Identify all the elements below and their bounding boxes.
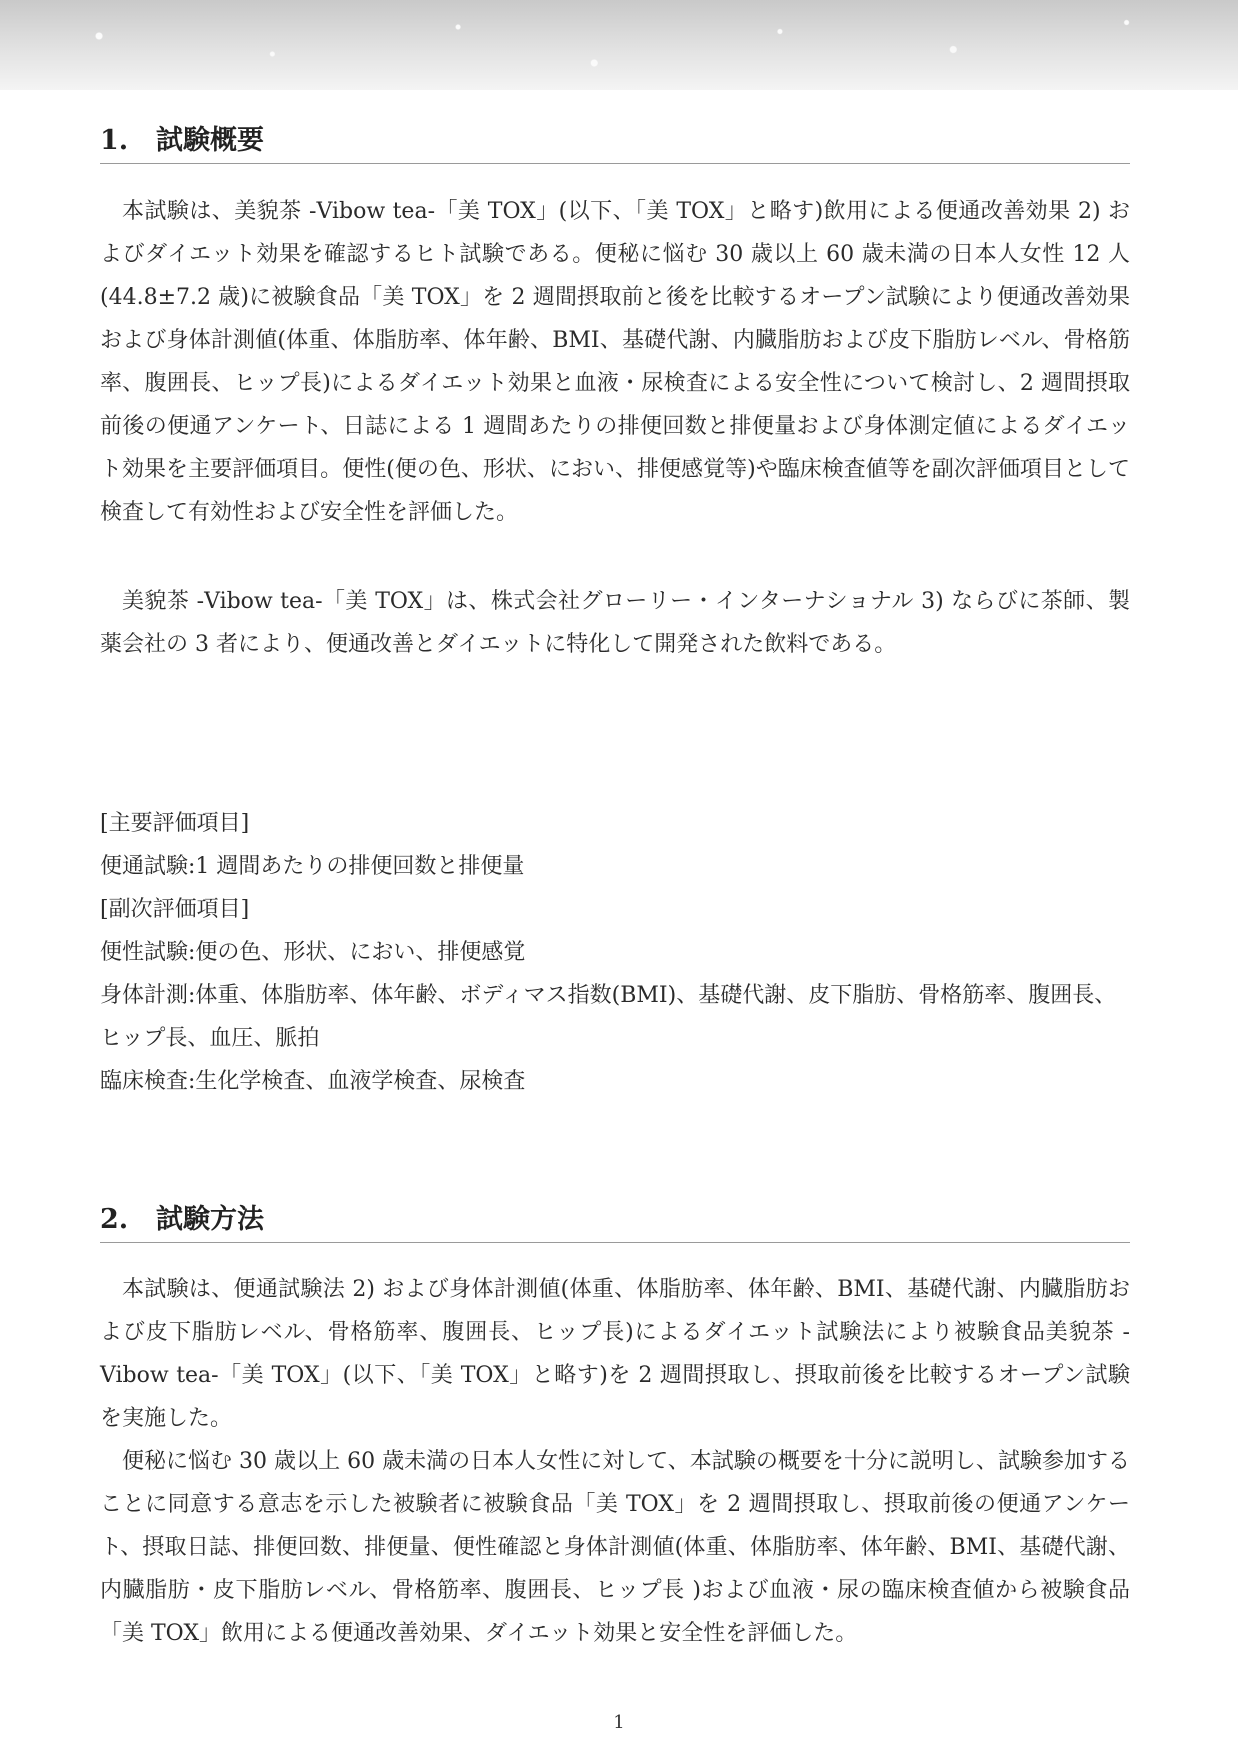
primary-evaluation-item: 便通試験:1 週間あたりの排便回数と排便量 [100,854,525,879]
section-1-number: 1. [100,125,129,156]
secondary-evaluation-item-stool: 便性試験:便の色、形状、におい、排便感覚 [100,940,526,965]
evaluation-items-list [100,802,1130,1103]
section-1-paragraph-2: 美貌茶 -Vibow tea-「美 TOX」は、株式会社グローリー・インターナショナル 3) ならびに茶師、製薬会社の 3 者により、便通改善とダイエットに特化して開発された飲料である。 [100,589,1130,657]
section-2-title: 試験方法 [156,1204,264,1235]
primary-evaluation-heading: [主要評価項目] [100,811,250,836]
page-number: 1 [613,1712,625,1733]
section-1-heading [100,118,1130,164]
section-1-paragraph-1: 本試験は、美貌茶 -Vibow tea-「美 TOX」(以下、「美 TOX」と略す)飲用による便通改善効果 2) およびダイエット効果を確認するヒト試験である。便秘に悩む 30 歳以上 60 歳未満の日本人女性 12 人(44.8±7.2 歳)に被験食品「美 TOX」を 2 週間摂取前と後を比較するオープン試験により便通改善効果および身体計測値(体重、体脂肪率、体年齢、BMI、基礎代謝、内臓脂肪および皮下脂肪レベル、骨格筋率、腹囲長、ヒップ長)によるダイエット効果と血液・尿検査による安全性について検討し、2 週間摂取前後の便通アンケート、日誌による 1 週間あたりの排便回数と排便量および身体測定値によるダイエット効果を主要評価項目。便性(便の色、形状、におい、排便感覚等)や臨床検査値等を副次評価項目として検査して有効性および安全性を評価した。 [100,199,1130,525]
section-2-paragraph-2: 便秘に悩む 30 歳以上 60 歳未満の日本人女性に対して、本試験の概要を十分に説明し、試験参加することに同意する意志を示した被験者に被験食品「美 TOX」を 2 週間摂取し、摂取前後の便通アンケート、摂取日誌、排便回数、排便量、便性確認と身体計測値(体重、体脂肪率、体年齢、BMI、基礎代謝、内臓脂肪・皮下脂肪レベル、骨格筋率、腹囲長、ヒップ長 )および血液・尿の臨床検査値から被験食品「美 TOX」飲用による便通改善効果、ダイエット効果と安全性を評価した。 [100,1449,1130,1646]
section-2-heading [100,1197,1130,1243]
header-banner-image [0,0,1238,90]
secondary-evaluation-item-body: 身体計測:体重、体脂肪率、体年齢、ボディマス指数(BMI)、基礎代謝、皮下脂肪、骨格筋率、腹囲長、ヒップ長、血圧、脈拍 [100,983,1117,1051]
secondary-evaluation-heading: [副次評価項目] [100,897,250,922]
section-2-paragraph-1: 本試験は、便通試験法 2) および身体計測値(体重、体脂肪率、体年齢、BMI、基礎代謝、内臓脂肪および皮下脂肪レベル、骨格筋率、腹囲長、ヒップ長)によるダイエット試験法により被験食品美貌茶 -Vibow tea-「美 TOX」(以下、「美 TOX」と略す)を 2 週間摂取し、摂取前後を比較するオープン試験を実施した。 [100,1277,1130,1431]
section-2-number: 2. [100,1204,129,1235]
secondary-evaluation-item-clinical: 臨床検査:生化学検査、血液学検査、尿検査 [100,1069,526,1094]
section-1-title: 試験概要 [156,125,264,156]
